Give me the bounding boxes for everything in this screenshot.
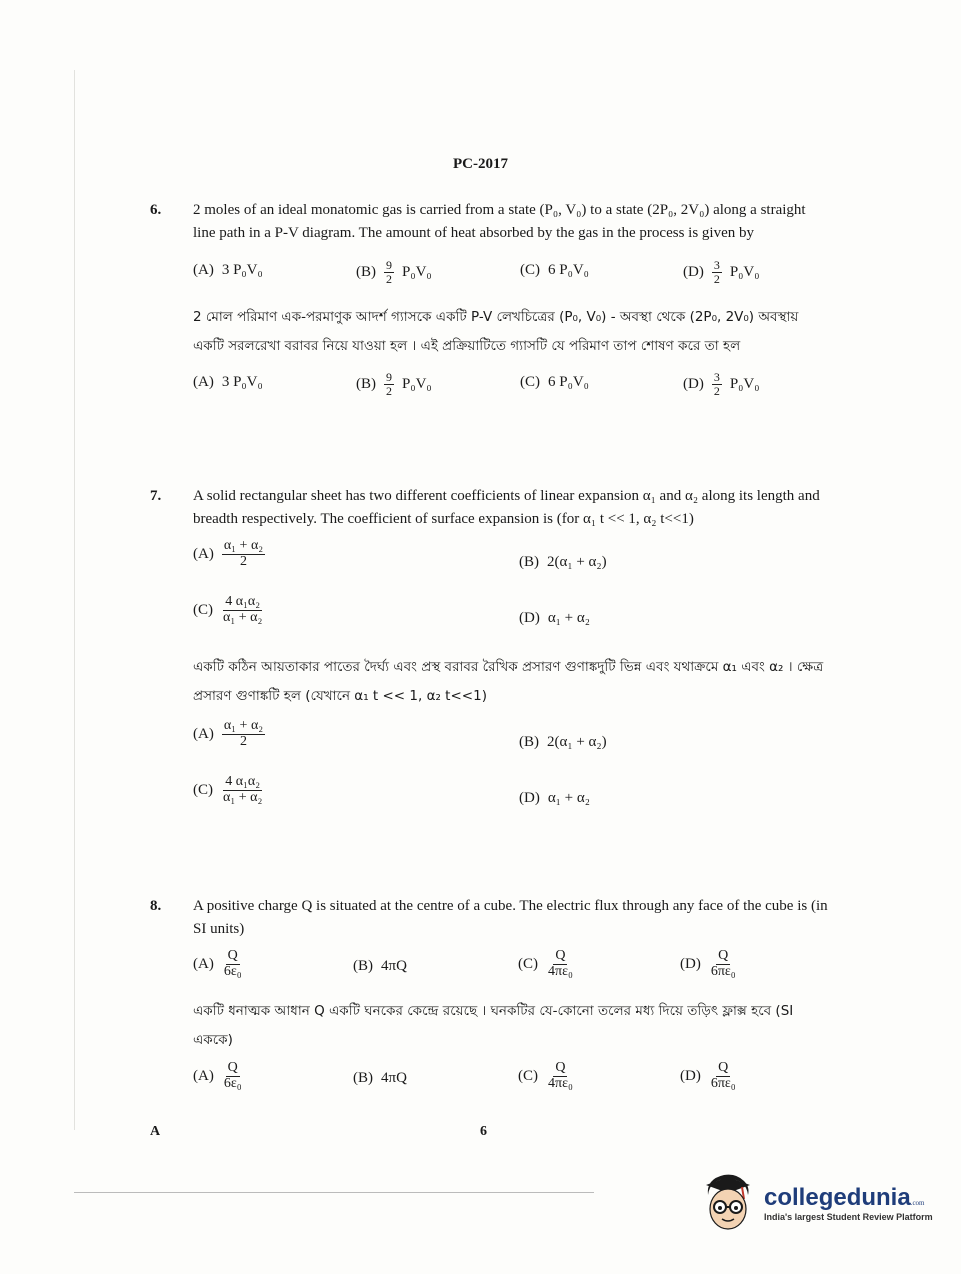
footer-rule <box>74 1192 594 1193</box>
collegedunia-logo <box>700 1168 940 1238</box>
question-number: 6. <box>150 202 162 218</box>
page-number: 6 <box>480 1124 487 1139</box>
option-d: (D) $\frac{3}{2}$ P₀V₀ <box>683 370 760 398</box>
option-c: (C) 6 P₀V₀ <box>520 262 589 278</box>
option-a: (A) $\frac{Q}{\text{6ε₀}}$ <box>193 948 242 979</box>
option-a: (A) 3 P₀V₀ <box>193 374 263 390</box>
option-d: (D) $\frac{Q}{\text{6πε₀}}$ <box>680 948 736 979</box>
logo-com: .com <box>910 1199 925 1207</box>
options-en <box>193 259 830 295</box>
option-d: (D) $\frac{Q}{\text{6πε₀}}$ <box>680 1060 736 1091</box>
set-label: A <box>150 1124 161 1139</box>
logo-tagline: India's largest Student Review Platform <box>764 1212 933 1222</box>
option-a: (A) 3 P₀V₀ <box>193 262 263 278</box>
question-8 <box>150 895 830 1103</box>
option-d: (D) α₁ + α₂ <box>519 790 590 806</box>
option-b: (B) $\frac{9}{2}$ P₀V₀ <box>356 258 432 286</box>
option-a: (A) $\frac{Q}{\text{6ε₀}}$ <box>193 1060 242 1091</box>
option-b: (B) 4πQ <box>353 958 407 974</box>
question-number: 8. <box>150 898 162 914</box>
option-c: (C) $\frac{\text{4 α₁α₂}}{\text{α₁ + α₂}}$ <box>193 774 263 805</box>
question-text-en: A positive charge Q is situated at the centre of a cube. The electric flux through any face of the cube is (in SI units) <box>193 898 828 937</box>
option-b: (B) 2(α₁ + α₂) <box>519 554 607 570</box>
question-number: 7. <box>150 488 162 504</box>
option-c: (C) $\frac{Q}{\text{4πε₀}}$ <box>518 1060 573 1091</box>
option-d: (D) α₁ + α₂ <box>519 610 590 626</box>
question-text-bn: একটি ধনাত্মক আধান Q একটি ঘনকের কেন্দ্রে রয়েছে । ঘনকটির যে-কোনো তলের মধ্য দিয়ে তড়িৎ ফ্লাক্স হবে (SI এককে) <box>193 1003 794 1048</box>
question-text-en: A solid rectangular sheet has two different coefficients of linear expansion α₁ and α₂ along its length and breadth respectively. The coefficient of surface expansion is (for α₁ t << 1, α₂ t<<1) <box>193 488 820 527</box>
option-b: (B) $\frac{9}{2}$ P₀V₀ <box>356 370 432 398</box>
options-en <box>193 539 830 651</box>
question-text-bn: একটি কঠিন আয়তাকার পাতের দৈর্ঘ্য এবং প্রস্থ বরাবর রৈখিক প্রসারণ গুণাঙ্কদুটি ভিন্ন এবং যথাক্রমে α₁ এবং α₂ । ক্ষেত্র প্রসারণ গুণাঙ্কটি হল (যেখানে α₁ t << 1, α₂ t<<1) <box>193 659 824 704</box>
page-edge <box>74 70 75 1130</box>
option-b: (B) 4πQ <box>353 1070 407 1086</box>
logo-name: collegedunia <box>764 1184 911 1211</box>
question-7 <box>150 485 830 829</box>
option-d: (D) $\frac{3}{2}$ P₀V₀ <box>683 258 760 286</box>
options-bn <box>193 371 830 407</box>
mascot-icon <box>700 1173 756 1233</box>
question-text-bn: 2 মোল পরিমাণ এক-পরমাণুক আদর্শ গ্যাসকে একটি P-V লেখচিত্রের (P₀, V₀) - অবস্থা থেকে (2P₀, 2V₀) অবস্থায় একটি সরলরেখা বরাবর নিয়ে যাওয়া হল । এই প্রক্রিয়াটিতে গ্যাসটি যে পরিমাণ তাপ শোষণ করে তা হল <box>193 309 799 354</box>
question-text-en: 2 moles of an ideal monatomic gas is carried from a state (P₀, V₀) to a state (2P₀, 2V₀) along a straight line path in a P-V diagram. The amount of heat absorbed by the gas in the process is given by <box>193 202 806 241</box>
question-6 <box>150 199 830 407</box>
option-c: (C) $\frac{\text{4 α₁α₂}}{\text{α₁ + α₂}}$ <box>193 594 263 625</box>
option-a: (A) $\frac{\text{α₁ + α₂}}{2}$ <box>193 718 264 749</box>
option-c: (C) 6 P₀V₀ <box>520 374 589 390</box>
option-a: (A) $\frac{\text{α₁ + α₂}}{2}$ <box>193 538 264 569</box>
options-en <box>193 949 830 991</box>
options-bn <box>193 719 830 829</box>
page-header: PC-2017 <box>453 156 508 172</box>
option-b: (B) 2(α₁ + α₂) <box>519 734 607 750</box>
option-c: (C) $\frac{Q}{\text{4πε₀}}$ <box>518 948 573 979</box>
options-bn <box>193 1061 830 1103</box>
